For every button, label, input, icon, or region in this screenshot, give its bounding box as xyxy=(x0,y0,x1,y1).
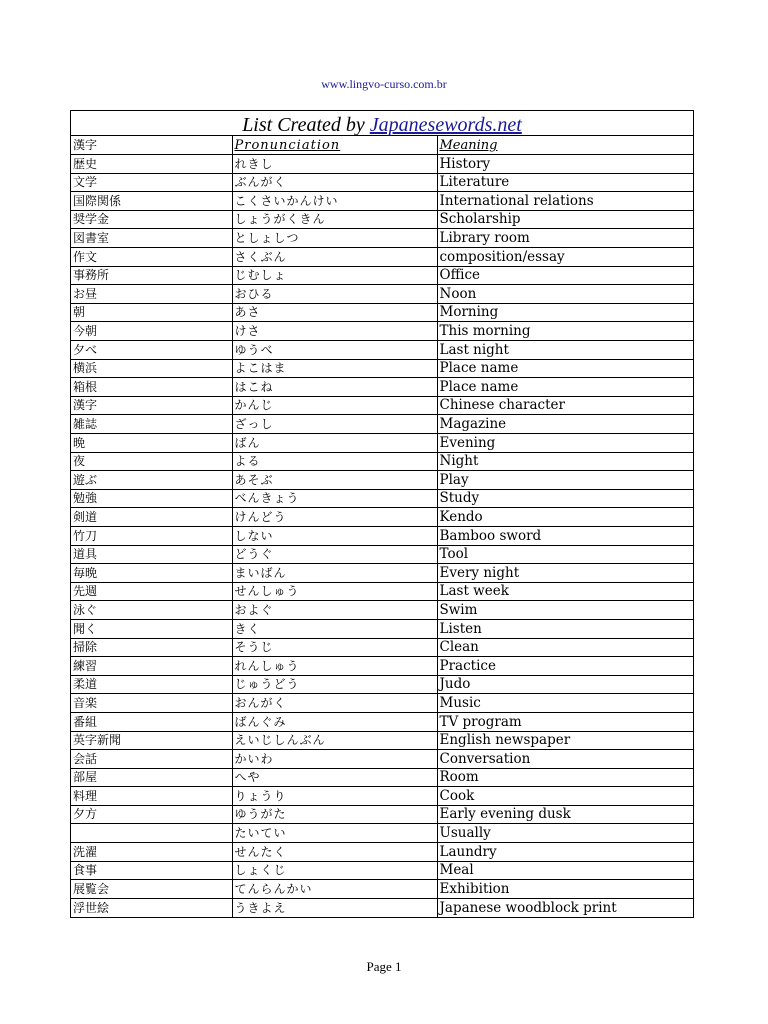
pronunciation-cell: けさ xyxy=(232,322,437,341)
table-row xyxy=(71,452,693,471)
meaning-cell: History xyxy=(437,155,693,174)
table-row xyxy=(71,657,693,676)
kanji-cell: 作文 xyxy=(71,248,232,267)
kanji-cell: 文学 xyxy=(71,173,232,192)
kanji-cell: 雑誌 xyxy=(71,415,232,434)
pronunciation-cell: しょうがくきん xyxy=(232,210,437,229)
pronunciation-cell: かいわ xyxy=(232,750,437,769)
table-row xyxy=(71,266,693,285)
header-url-link[interactable]: www.lingvo-curso.com.br xyxy=(321,77,447,91)
pronunciation-cell: ばんぐみ xyxy=(232,712,437,731)
pronunciation-cell: ゆうべ xyxy=(232,341,437,360)
kanji-cell: 会話 xyxy=(71,750,232,769)
title-prefix: List Created by xyxy=(242,114,370,136)
meaning-cell: Scholarship xyxy=(437,210,693,229)
pronunciation-cell: およぐ xyxy=(232,601,437,620)
meaning-cell: Chinese character xyxy=(437,396,693,415)
meaning-cell: International relations xyxy=(437,192,693,211)
table-row xyxy=(71,489,693,508)
meaning-cell: Office xyxy=(437,266,693,285)
kanji-cell: 食事 xyxy=(71,861,232,880)
kanji-cell: 道具 xyxy=(71,545,232,564)
kanji-cell: 練習 xyxy=(71,657,232,676)
kanji-cell: 奨学金 xyxy=(71,210,232,229)
kanji-cell: 夕方 xyxy=(71,805,232,824)
pronunciation-cell: りょうり xyxy=(232,787,437,806)
meaning-cell: Usually xyxy=(437,824,693,843)
kanji-cell: 勉強 xyxy=(71,489,232,508)
table-row xyxy=(71,229,693,248)
pronunciation-cell: うきよえ xyxy=(232,898,437,917)
pronunciation-cell: よこはま xyxy=(232,359,437,378)
pronunciation-cell: としょしつ xyxy=(232,229,437,248)
table-row xyxy=(71,601,693,620)
table-row xyxy=(71,582,693,601)
title-site-link[interactable]: Japanesewords.net xyxy=(369,114,522,136)
table-row xyxy=(71,861,693,880)
kanji-cell: 掃除 xyxy=(71,638,232,657)
pronunciation-cell: どうぐ xyxy=(232,545,437,564)
kanji-cell: 英字新聞 xyxy=(71,731,232,750)
pronunciation-cell: ばん xyxy=(232,434,437,453)
kanji-cell: お昼 xyxy=(71,285,232,304)
column-header-kanji: 漢字 xyxy=(71,136,232,155)
table-row xyxy=(71,675,693,694)
pronunciation-cell: たいてい xyxy=(232,824,437,843)
meaning-cell: Every night xyxy=(437,564,693,583)
pronunciation-cell: しょくじ xyxy=(232,861,437,880)
kanji-cell: 図書室 xyxy=(71,229,232,248)
table-row xyxy=(71,805,693,824)
pronunciation-cell: しない xyxy=(232,526,437,545)
kanji-cell: 国際関係 xyxy=(71,192,232,211)
meaning-cell: Music xyxy=(437,694,693,713)
meaning-cell: This morning xyxy=(437,322,693,341)
table-row xyxy=(71,545,693,564)
kanji-cell: 横浜 xyxy=(71,359,232,378)
kanji-cell: 朝 xyxy=(71,303,232,322)
pronunciation-cell: せんしゅう xyxy=(232,582,437,601)
table-row xyxy=(71,359,693,378)
table-row xyxy=(71,712,693,731)
pronunciation-cell: きく xyxy=(232,619,437,638)
pronunciation-cell: おひる xyxy=(232,285,437,304)
kanji-cell: 先週 xyxy=(71,582,232,601)
meaning-cell: Kendo xyxy=(437,508,693,527)
table-row xyxy=(71,898,693,917)
meaning-cell: Early evening dusk xyxy=(437,805,693,824)
table-row xyxy=(71,526,693,545)
meaning-cell: Last night xyxy=(437,341,693,360)
pronunciation-cell: ゆうがた xyxy=(232,805,437,824)
vocabulary-sheet xyxy=(70,110,694,918)
pronunciation-cell: こくさいかんけい xyxy=(232,192,437,211)
pronunciation-cell: じゅうどう xyxy=(232,675,437,694)
table-row xyxy=(71,750,693,769)
kanji-cell: 洗濯 xyxy=(71,843,232,862)
table-row xyxy=(71,619,693,638)
pronunciation-cell: よる xyxy=(232,452,437,471)
table-row xyxy=(71,396,693,415)
meaning-cell: Practice xyxy=(437,657,693,676)
kanji-cell: 竹刀 xyxy=(71,526,232,545)
table-row xyxy=(71,415,693,434)
column-header-pronunciation: Pronunciation xyxy=(232,136,437,155)
pronunciation-cell: そうじ xyxy=(232,638,437,657)
kanji-cell: 浮世絵 xyxy=(71,898,232,917)
kanji-cell: 夕べ xyxy=(71,341,232,360)
meaning-cell: Bamboo sword xyxy=(437,526,693,545)
kanji-cell: 晩 xyxy=(71,434,232,453)
meaning-cell: Study xyxy=(437,489,693,508)
kanji-cell: 音楽 xyxy=(71,694,232,713)
kanji-cell: 事務所 xyxy=(71,266,232,285)
list-title xyxy=(71,111,693,136)
meaning-cell: Library room xyxy=(437,229,693,248)
table-row xyxy=(71,824,693,843)
meaning-cell: Play xyxy=(437,471,693,490)
pronunciation-cell: ざっし xyxy=(232,415,437,434)
pronunciation-cell: かんじ xyxy=(232,396,437,415)
meaning-cell: Magazine xyxy=(437,415,693,434)
meaning-cell: Laundry xyxy=(437,843,693,862)
meaning-cell: Listen xyxy=(437,619,693,638)
table-row xyxy=(71,843,693,862)
table-row xyxy=(71,434,693,453)
kanji-cell: 番組 xyxy=(71,712,232,731)
pronunciation-cell: せんたく xyxy=(232,843,437,862)
pronunciation-cell: おんがく xyxy=(232,694,437,713)
pronunciation-cell: まいばん xyxy=(232,564,437,583)
pronunciation-cell: れきし xyxy=(232,155,437,174)
meaning-cell: Morning xyxy=(437,303,693,322)
pronunciation-cell: てんらんかい xyxy=(232,880,437,899)
table-row xyxy=(71,248,693,267)
kanji-cell: 展覧会 xyxy=(71,880,232,899)
table-row xyxy=(71,378,693,397)
pronunciation-cell: べんきょう xyxy=(232,489,437,508)
meaning-cell: Swim xyxy=(437,601,693,620)
pronunciation-cell: へや xyxy=(232,768,437,787)
table-row xyxy=(71,341,693,360)
kanji-cell: 歴史 xyxy=(71,155,232,174)
kanji-cell: 毎晩 xyxy=(71,564,232,583)
table-row xyxy=(71,210,693,229)
meaning-cell: English newspaper xyxy=(437,731,693,750)
kanji-cell xyxy=(71,824,232,843)
pronunciation-cell: えいじしんぶん xyxy=(232,731,437,750)
column-header-meaning: Meaning xyxy=(437,136,693,155)
pronunciation-cell: あさ xyxy=(232,303,437,322)
meaning-cell: composition/essay xyxy=(437,248,693,267)
kanji-cell: 料理 xyxy=(71,787,232,806)
table-row xyxy=(71,768,693,787)
kanji-cell: 漢字 xyxy=(71,396,232,415)
table-header-row xyxy=(71,136,693,155)
table-row xyxy=(71,880,693,899)
table-row xyxy=(71,155,693,174)
meaning-cell: Place name xyxy=(437,378,693,397)
meaning-cell: Tool xyxy=(437,545,693,564)
kanji-cell: 部屋 xyxy=(71,768,232,787)
meaning-cell: Exhibition xyxy=(437,880,693,899)
kanji-cell: 今朝 xyxy=(71,322,232,341)
meaning-cell: TV program xyxy=(437,712,693,731)
table-row xyxy=(71,303,693,322)
meaning-cell: Last week xyxy=(437,582,693,601)
table-row xyxy=(71,322,693,341)
table-row xyxy=(71,285,693,304)
pronunciation-cell: じむしょ xyxy=(232,266,437,285)
pronunciation-cell: はこね xyxy=(232,378,437,397)
pronunciation-cell: あそぶ xyxy=(232,471,437,490)
table-row xyxy=(71,564,693,583)
meaning-cell: Evening xyxy=(437,434,693,453)
meaning-cell: Noon xyxy=(437,285,693,304)
table-row xyxy=(71,173,693,192)
table-row xyxy=(71,638,693,657)
table-row xyxy=(71,787,693,806)
table-row xyxy=(71,192,693,211)
kanji-cell: 夜 xyxy=(71,452,232,471)
meaning-cell: Room xyxy=(437,768,693,787)
table-row xyxy=(71,508,693,527)
table-row xyxy=(71,471,693,490)
kanji-cell: 泳ぐ xyxy=(71,601,232,620)
kanji-cell: 聞く xyxy=(71,619,232,638)
meaning-cell: Meal xyxy=(437,861,693,880)
vocabulary-table xyxy=(71,136,693,917)
kanji-cell: 遊ぶ xyxy=(71,471,232,490)
meaning-cell: Literature xyxy=(437,173,693,192)
meaning-cell: Judo xyxy=(437,675,693,694)
kanji-cell: 剣道 xyxy=(71,508,232,527)
meaning-cell: Conversation xyxy=(437,750,693,769)
pronunciation-cell: れんしゅう xyxy=(232,657,437,676)
pronunciation-cell: さくぶん xyxy=(232,248,437,267)
meaning-cell: Cook xyxy=(437,787,693,806)
table-row xyxy=(71,731,693,750)
pronunciation-cell: けんどう xyxy=(232,508,437,527)
meaning-cell: Japanese woodblock print xyxy=(439,899,617,916)
kanji-cell: 箱根 xyxy=(71,378,232,397)
kanji-cell: 柔道 xyxy=(71,675,232,694)
meaning-cell: Night xyxy=(437,452,693,471)
pronunciation-cell: ぶんがく xyxy=(232,173,437,192)
table-row xyxy=(71,694,693,713)
meaning-cell: Clean xyxy=(437,638,693,657)
page-number: Page 1 xyxy=(366,959,402,974)
meaning-cell: Place name xyxy=(437,359,693,378)
